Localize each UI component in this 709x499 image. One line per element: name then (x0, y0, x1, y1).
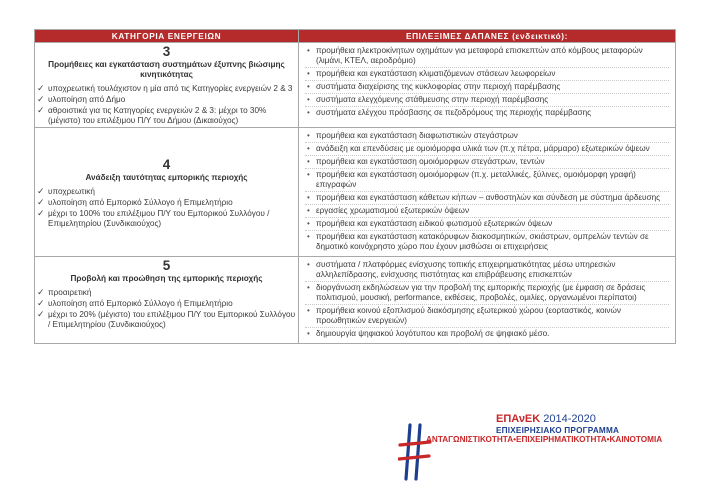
expense-item: • προμήθεια και εγκατάσταση ειδικού φωτισμού εξωτερικών όψεων (305, 219, 669, 231)
table-row (35, 43, 676, 128)
category-cell (35, 257, 299, 344)
bullet-icon: • (307, 131, 310, 140)
expense-item: • προμήθεια και εγκατάσταση κάθετων κήπων – ανθοστηλών και σύνδεση με σύστημα άρδευσης (305, 193, 669, 205)
bullet-icon: • (307, 283, 310, 292)
table-row (35, 128, 676, 257)
expense-item: • συστήματα διαχείρισης της κυκλοφορίας στην περιοχή παρέμβασης (305, 82, 669, 94)
expense-item: • εργασίες χρωματισμού εξωτερικών όψεων (305, 206, 669, 218)
expenses-cell (299, 43, 676, 128)
expenses-list (299, 257, 675, 343)
table-row (35, 257, 676, 344)
eligible-expenses-table (34, 29, 676, 344)
bullet-icon: • (307, 144, 310, 153)
check-icon: ✓ (37, 105, 45, 115)
category-number: 3 (162, 44, 171, 59)
header-category: ΚΑΤΗΓΟΡΙΑ ΕΝΕΡΓΕΙΩΝ (35, 30, 299, 43)
condition-item: ✓ υποχρεωτική τουλάχιστον η μία από τις Κατηγορίες ενεργειών 2 & 3 (37, 83, 293, 93)
condition-item: ✓ υλοποίηση από Δήμο (37, 94, 126, 104)
expense-item: • προμήθεια κοινού εξοπλισμού διακόσμησης εξωτερικού χώρου (εορταστικός, κοινών προωθητικών ενεργειών) (305, 306, 669, 328)
bullet-icon: • (307, 193, 310, 202)
conditions-list (35, 187, 298, 229)
epanek-logo (398, 413, 698, 485)
logo-program: ΕΠΙΧΕΙΡΗΣΙΑΚΟ ΠΡΟΓΡΑΜΜΑ (496, 426, 620, 435)
expense-item: • συστήματα ελέγχου πρόσβασης σε πεζοδρόμους της περιοχής παρέμβασης (307, 108, 592, 117)
logo-years: 2014-2020 (543, 413, 596, 425)
expenses-cell (299, 257, 676, 344)
expense-item: • προμήθεια και εγκατάσταση κλιματιζόμενων στάσεων λεωφορείων (305, 69, 669, 81)
expense-item: • προμήθεια και εγκατάσταση διαφωτιστικών στεγάστρων (305, 131, 669, 143)
check-icon: ✓ (37, 208, 45, 218)
expense-item: • συστήματα / πλατφόρμες ενίσχυσης τοπικής επιχειρηματικότητας μέσω υπηρεσιών αλληλεπίδρασης, ενίσχυσης πιστότητας και επιβράβευσης επισκεπτών (305, 260, 669, 282)
logo-brand: ΕΠΑνΕΚ (496, 413, 541, 425)
header-expenses: ΕΠΙΛΕΞΙΜΕΣ ΔΑΠΑΝΕΣ (ενδεικτικό): (299, 30, 676, 43)
bullet-icon: • (307, 260, 310, 269)
logo-title (496, 413, 596, 425)
table-header-row (35, 30, 676, 43)
category-number: 5 (162, 258, 171, 273)
category-number: 4 (162, 157, 171, 172)
bullet-icon: • (307, 306, 310, 315)
category-title: Προβολή και προώθηση της εμπορικής περιοχής (70, 274, 263, 283)
expense-item: • διοργάνωση εκδηλώσεων για την προβολή της εμπορικής περιοχής (με έμφαση σε δράσεις πολιτισμού, μουσική, performance, εκθέσεις, προβολές, ομιλίες, οργανωμένοι περίπατοι) (305, 283, 669, 305)
check-icon: ✓ (37, 83, 45, 93)
expense-item: • συστήματα ελεγχόμενης στάθμευσης στην περιοχή παρέμβασης (305, 95, 669, 107)
bullet-icon: • (307, 95, 310, 104)
bullet-icon: • (307, 82, 310, 91)
check-icon: ✓ (37, 298, 45, 308)
condition-item: ✓ αθροιστικά για τις Κατηγορίες ενεργειών 2 & 3: μέχρι το 30% (μέγιστο) του επιλέξιμου Π/Υ του Δήμου (Δικαιούχος) (37, 105, 267, 125)
bullet-icon: • (307, 329, 310, 338)
expenses-list (299, 43, 675, 122)
bullet-icon: • (307, 170, 310, 179)
bullet-icon: • (307, 206, 310, 215)
bullet-icon: • (307, 69, 310, 78)
check-icon: ✓ (37, 186, 45, 196)
epanek-hash-logo-icon (398, 421, 432, 481)
expense-item: • ανάδειξη και επενδύσεις με ομοιόμορφα υλικά των (π.χ πέτρα, μάρμαρο) εξωτερικών όψεων (305, 144, 669, 156)
condition-item: ✓ μέχρι το 20% (μέγιστο) του επιλέξιμου Π/Υ του Εμπορικού Συλλόγου / Επιμελητηρίου (Συνδικαιούχος) (37, 309, 296, 329)
expenses-cell (299, 128, 676, 257)
condition-item: ✓ υλοποίηση από Εμπορικό Σύλλογο ή Επιμελητήριο (37, 197, 233, 207)
category-cell (35, 43, 299, 128)
expense-item: • προμήθεια ηλεκτροκίνητων οχημάτων για μεταφορά επισκεπτών από κόμβους μεταφορών (λιμάνι, ΚΤΕΛ, αεροδρόμιο) (305, 46, 669, 68)
condition-item: ✓ υλοποίηση από Εμπορικό Σύλλογο ή Επιμελητήριο (37, 298, 233, 308)
category-title: Ανάδειξη ταυτότητας εμπορικής περιοχής (85, 173, 248, 182)
expenses-list (299, 128, 675, 256)
condition-item: ✓ προαιρετική (37, 287, 92, 297)
check-icon: ✓ (37, 309, 45, 319)
bullet-icon: • (307, 108, 310, 117)
category-title: Προμήθειες και εγκατάσταση συστημάτων έξυπνης βιώσιμης κινητικότητας (48, 60, 285, 79)
expense-item: • προμήθεια και εγκατάσταση κατακόρυφων διακοσμητικών, σκιάστρων, ομπρελών τεντών σε δημοτικό κοινόχρηστο χώρο που έχουν μισθώσει οι επιχειρήσεις (307, 232, 649, 251)
bullet-icon: • (307, 219, 310, 228)
expense-item: • δημιουργία ψηφιακού λογότυπου και προβολή σε ψηφιακό μέσο. (307, 329, 550, 338)
bullet-icon: • (307, 157, 310, 166)
check-icon: ✓ (37, 197, 45, 207)
bullet-icon: • (307, 46, 310, 55)
logo-tagline: ΑΝΤΑΓΩΝΙΣΤΙΚΟΤΗΤΑ•ΕΠΙΧΕΙΡΗΜΑΤΙΚΟΤΗΤΑ•ΚΑΙΝΟΤΟΜΙΑ (426, 435, 663, 444)
conditions-list (35, 84, 298, 126)
bullet-icon: • (307, 232, 310, 241)
check-icon: ✓ (37, 287, 45, 297)
condition-item: ✓ μέχρι το 100% του επιλέξιμου Π/Υ του Εμπορικού Συλλόγου / Επιμελητηρίου (Συνδικαιούχος) (37, 208, 270, 228)
expense-item: • προμήθεια και εγκατάσταση ομοιόμορφων στεγάστρων, τεντών (305, 157, 669, 169)
expense-item: • προμήθεια και εγκατάσταση ομοιόμορφων (π.χ. μεταλλικές, ξύλινες, ομοιόμορφη γραφή) επιγραφών (305, 170, 669, 192)
conditions-list (35, 288, 298, 330)
check-icon: ✓ (37, 94, 45, 104)
category-cell (35, 128, 299, 257)
condition-item: ✓ υποχρεωτική (37, 186, 95, 196)
